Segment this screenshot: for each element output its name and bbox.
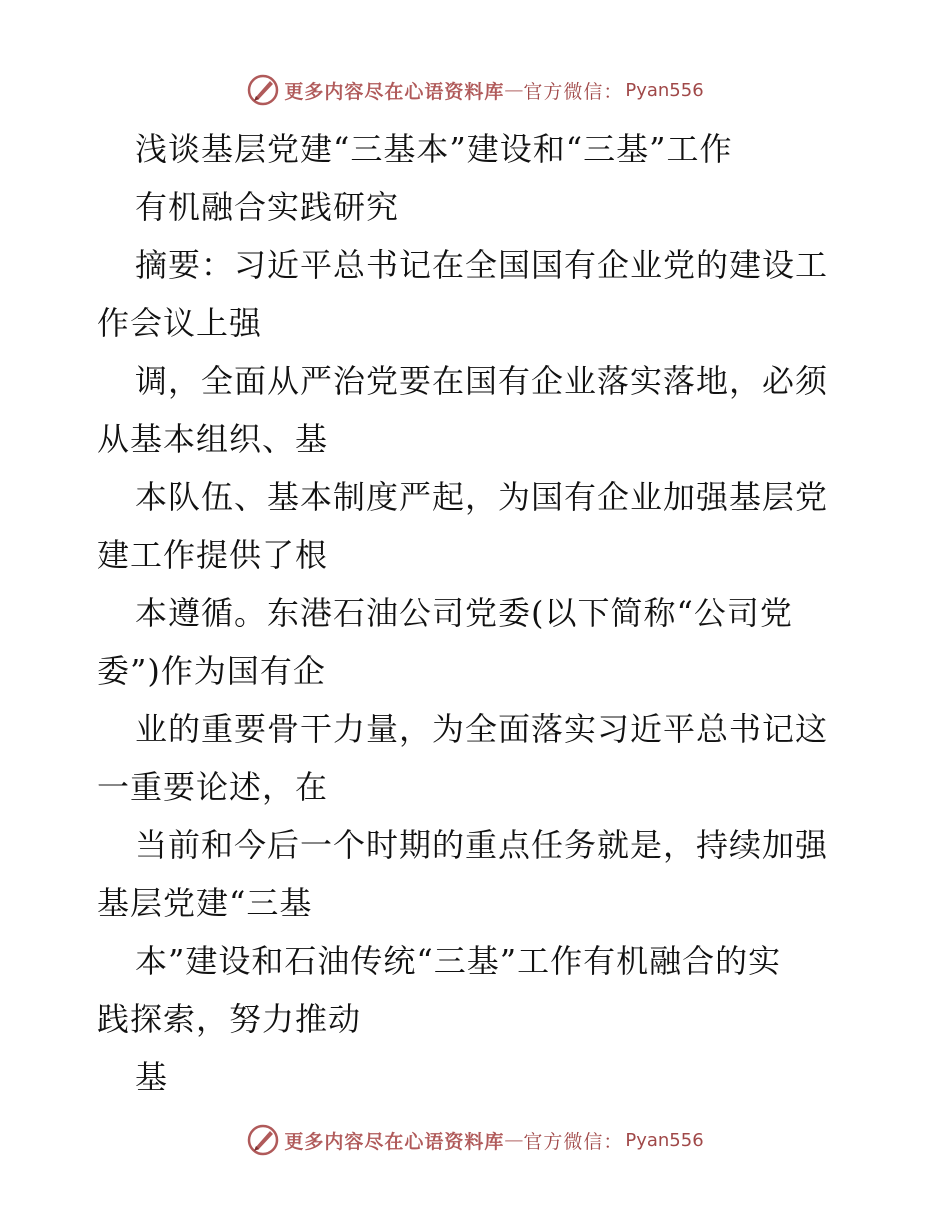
text-line: 基 — [135, 1058, 169, 1096]
text-line: 委”)作为国有企 — [97, 652, 326, 690]
document-body — [97, 120, 857, 1106]
watermark-header — [0, 70, 950, 110]
watermark-label: 官方微信： — [523, 1130, 624, 1153]
text-line: 基层党建“三基 — [97, 884, 313, 922]
text-line: 建工作提供了根 — [97, 536, 329, 574]
text-line: 践探索，努力推动 — [97, 1000, 362, 1038]
watermark-dash: — — [504, 79, 524, 101]
text-line: 本遵循。东港石油公司党委(以下简称“公司党 — [135, 594, 793, 632]
text-line: 摘要：习近平总书记在全国国有企业党的建设工 — [135, 246, 829, 284]
watermark-footer — [0, 1120, 950, 1160]
watermark-site-text: 更多内容尽在心语资料库 — [284, 1130, 505, 1153]
watermark-dash: — — [504, 1129, 524, 1151]
text-line: 调，全面从严治党要在国有企业落实落地，必须 — [135, 362, 829, 400]
text-line: 当前和今后一个时期的重点任务就是，持续加强 — [135, 826, 829, 864]
title-line-2: 有机融合实践研究 — [135, 188, 400, 226]
text-line: 一重要论述，在 — [97, 768, 329, 806]
text-line: 本”建设和石油传统“三基”工作有机融合的实 — [135, 942, 782, 980]
watermark-label: 官方微信： — [523, 80, 624, 103]
text-line: 作会议上强 — [97, 304, 263, 342]
watermark-site-text: 更多内容尽在心语资料库 — [284, 80, 505, 103]
quill-pen-icon — [246, 1123, 280, 1157]
text-line: 本队伍、基本制度严起，为国有企业加强基层党 — [135, 478, 829, 516]
watermark-wechat-id: Pyan556 — [625, 79, 704, 101]
text-line: 业的重要骨干力量，为全面落实习近平总书记这 — [135, 710, 829, 748]
text-line: 从基本组织、基 — [97, 420, 329, 458]
title-line-1: 浅谈基层党建“三基本”建设和“三基”工作 — [135, 130, 733, 168]
watermark-wechat-id: Pyan556 — [625, 1129, 704, 1151]
quill-pen-icon — [246, 73, 280, 107]
